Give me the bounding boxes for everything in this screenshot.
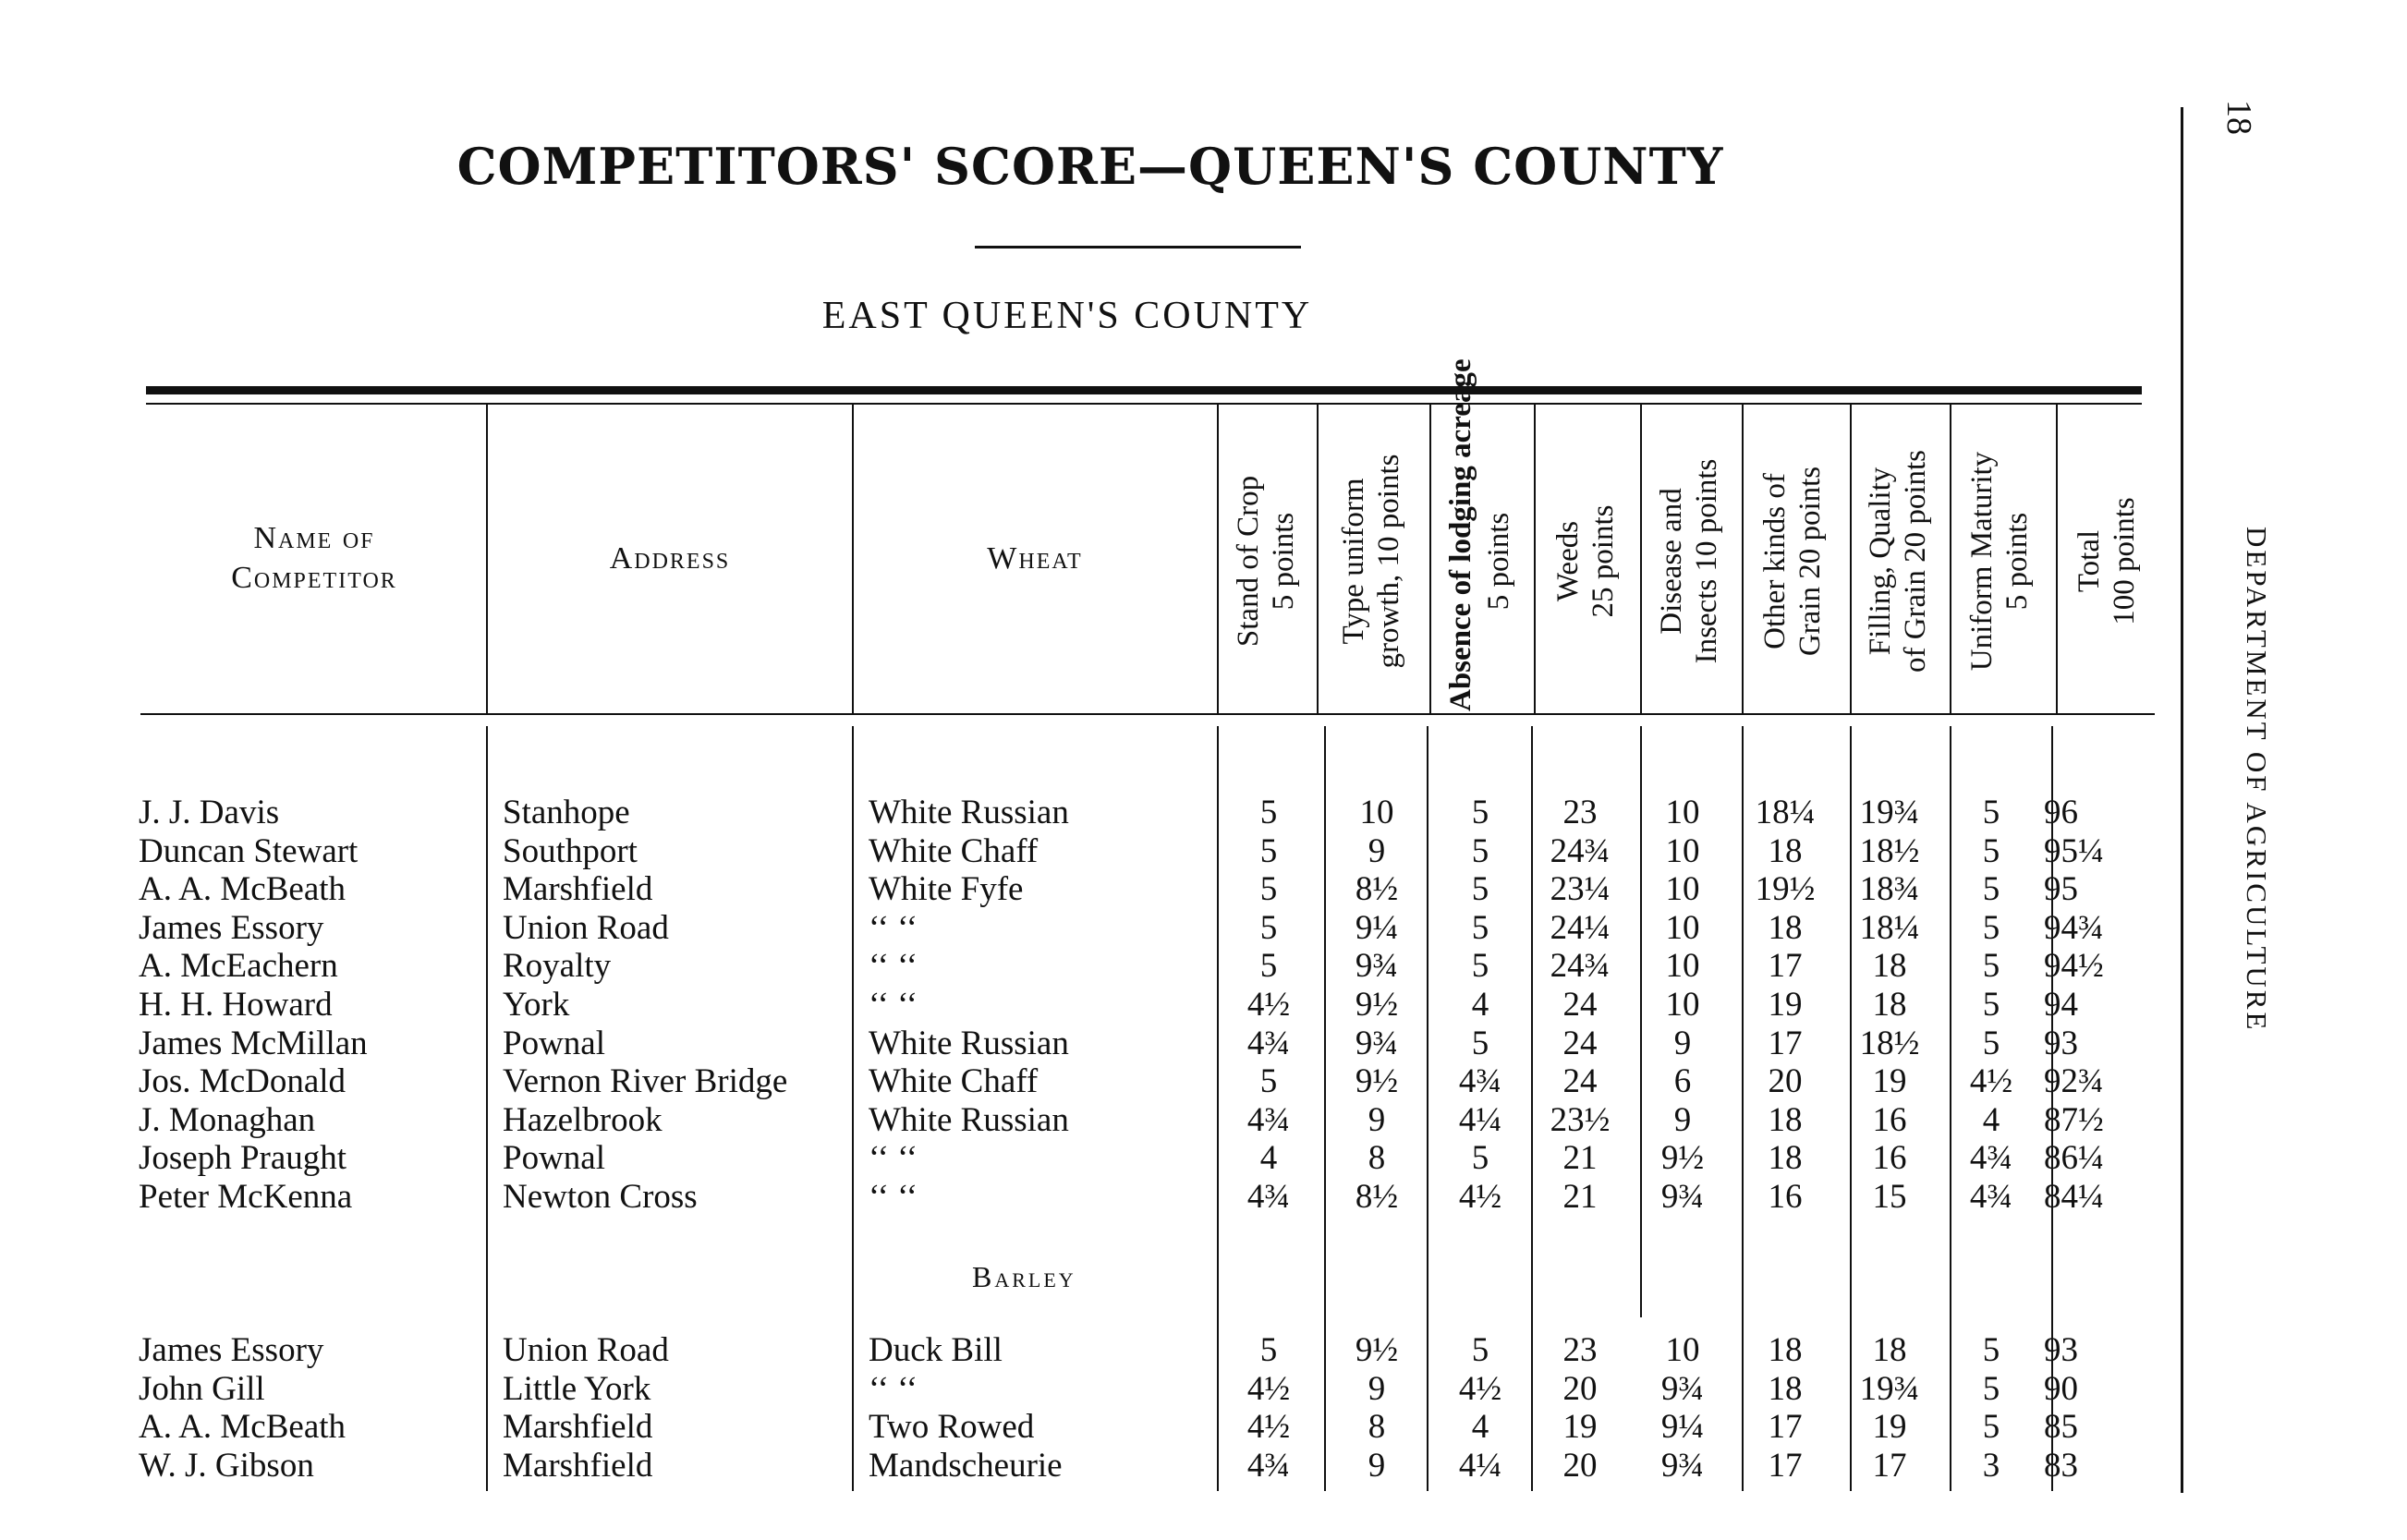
header-bottom-rule <box>140 713 2155 715</box>
type-score: 10 <box>1359 794 1394 831</box>
variety: White Chaff <box>869 1062 1039 1101</box>
variety: White Russian <box>869 1100 1069 1139</box>
header-other-line2: Grain 20 points <box>1793 466 1827 657</box>
header-filling <box>1855 411 1948 711</box>
filling-score: 18½ <box>1859 831 1920 870</box>
weeds-score: 20 <box>1562 1446 1598 1485</box>
type-score: 8½ <box>1355 870 1399 909</box>
weeds-score: 21 <box>1562 1178 1598 1216</box>
maturity-score: 4 <box>1982 1100 2000 1139</box>
title-rule <box>975 246 1301 249</box>
table-row <box>0 1177 2162 1216</box>
maturity-score: 5 <box>1982 831 2000 870</box>
header-lodging-line2: 5 points <box>1482 512 1515 611</box>
header-lodging-line1: Absence of lodging acreage <box>1444 358 1477 711</box>
variety: White Russian <box>869 794 1069 831</box>
table-top-rule <box>146 386 2142 394</box>
address: Royalty <box>503 947 612 986</box>
total-score: 92¾ <box>2044 1062 2104 1101</box>
disease-score: 10 <box>1665 1331 1700 1369</box>
competitor-name: Jos. McDonald <box>139 1062 346 1101</box>
header-maturity-line2: 5 points <box>2000 512 2034 611</box>
filling-score: 17 <box>1872 1446 1907 1485</box>
other-grain-score: 17 <box>1768 1408 1803 1446</box>
table-row <box>0 1330 2162 1369</box>
column-divider <box>486 405 488 713</box>
type-score: 9 <box>1368 1446 1386 1485</box>
stand-score: 4¾ <box>1246 1100 1291 1139</box>
header-weeds-line2: 25 points <box>1586 504 1620 618</box>
other-grain-score: 20 <box>1768 1062 1803 1101</box>
disease-score: 10 <box>1665 908 1700 947</box>
weeds-score: 24 <box>1562 1024 1598 1062</box>
stand-score: 5 <box>1259 831 1278 870</box>
maturity-score: 4¾ <box>1969 1139 2013 1178</box>
lodging-score: 4½ <box>1458 1178 1502 1216</box>
lodging-score: 4¼ <box>1458 1446 1502 1485</box>
address: Vernon River Bridge <box>503 1062 788 1101</box>
weeds-score: 23¼ <box>1550 870 1611 909</box>
weeds-score: 24¾ <box>1550 947 1611 986</box>
stand-score: 4½ <box>1246 1369 1291 1408</box>
maturity-score: 4½ <box>1969 1062 2013 1101</box>
disease-score: 10 <box>1665 986 1700 1024</box>
lodging-score: 4 <box>1471 986 1489 1024</box>
maturity-score: 5 <box>1982 1369 2000 1408</box>
filling-score: 18 <box>1872 1331 1907 1369</box>
competitor-name: Peter McKenna <box>139 1178 353 1216</box>
weeds-score: 19 <box>1562 1408 1598 1446</box>
type-score: 9 <box>1368 1100 1386 1139</box>
filling-score: 15 <box>1872 1178 1907 1216</box>
address: Newton Cross <box>503 1178 698 1216</box>
table-row <box>0 1369 2162 1408</box>
competitor-name: A. McEachern <box>139 947 338 986</box>
barley-section-label: Barley <box>972 1260 1076 1293</box>
address: Union Road <box>503 1331 669 1369</box>
competitor-name: A. A. McBeath <box>139 870 346 909</box>
variety: ‘‘ ‘‘ <box>869 947 918 986</box>
variety: White Russian <box>869 1024 1069 1062</box>
stand-score: 4¾ <box>1246 1024 1291 1062</box>
header-weeds-line1: Weeds <box>1551 520 1585 602</box>
weeds-score: 23½ <box>1550 1100 1611 1139</box>
competitor-name: A. A. McBeath <box>139 1408 346 1446</box>
type-score: 8 <box>1368 1408 1386 1446</box>
section-subtitle: EAST QUEEN'S COUNTY <box>821 295 1313 337</box>
column-divider <box>1429 405 1431 713</box>
table-row <box>0 985 2162 1024</box>
stand-score: 4¾ <box>1246 1178 1291 1216</box>
variety: Duck Bill <box>869 1331 1003 1369</box>
table-row <box>0 793 2162 831</box>
column-divider <box>1950 405 1951 713</box>
variety: ‘‘ ‘‘ <box>869 908 918 947</box>
address: Hazelbrook <box>503 1100 663 1139</box>
column-divider <box>1217 405 1219 713</box>
other-grain-score: 18 <box>1768 1100 1803 1139</box>
header-disease <box>1645 411 1739 711</box>
stand-score: 5 <box>1259 1331 1278 1369</box>
header-maturity-line1: Uniform Maturity <box>1965 451 1999 672</box>
header-total-line1: Total <box>2073 529 2106 593</box>
competitor-name: J. J. Davis <box>139 794 280 831</box>
lodging-score: 5 <box>1471 1331 1489 1369</box>
stand-score: 4½ <box>1246 986 1291 1024</box>
address: Stanhope <box>503 794 630 831</box>
type-score: 8 <box>1368 1139 1386 1178</box>
lodging-score: 5 <box>1471 794 1489 831</box>
weeds-score: 24¾ <box>1550 831 1611 870</box>
column-divider <box>1850 405 1852 713</box>
column-divider <box>2056 405 2058 713</box>
header-lodging <box>1434 358 1531 711</box>
table-row <box>0 1446 2162 1485</box>
disease-score: 9¼ <box>1660 1408 1705 1446</box>
variety: White Chaff <box>869 831 1039 870</box>
filling-score: 18 <box>1872 947 1907 986</box>
lodging-score: 5 <box>1471 831 1489 870</box>
column-divider <box>1534 405 1536 713</box>
total-score: 94¾ <box>2044 908 2104 947</box>
header-weeds <box>1539 411 1636 711</box>
address: Marshfield <box>503 1408 653 1446</box>
address: Marshfield <box>503 1446 653 1485</box>
total-score: 87½ <box>2044 1100 2104 1139</box>
filling-score: 18¼ <box>1859 908 1920 947</box>
header-other-line1: Other kinds of <box>1758 473 1792 649</box>
header-name-line2: Competitor <box>231 560 397 595</box>
total-score: 85 <box>2044 1408 2078 1446</box>
variety: White Fyfe <box>869 870 1024 909</box>
header-stand-line2: 5 points <box>1267 512 1300 611</box>
variety: Mandscheurie <box>869 1446 1063 1485</box>
maturity-score: 4¾ <box>1969 1178 2013 1216</box>
column-divider <box>1742 405 1744 713</box>
lodging-score: 4¼ <box>1458 1100 1502 1139</box>
column-divider <box>1640 405 1642 713</box>
stand-score: 5 <box>1259 908 1278 947</box>
disease-score: 9¾ <box>1660 1446 1705 1485</box>
lodging-score: 5 <box>1471 908 1489 947</box>
type-score: 9½ <box>1355 1062 1399 1101</box>
other-grain-score: 17 <box>1768 1446 1803 1485</box>
other-grain-score: 17 <box>1768 1024 1803 1062</box>
competitor-name: Joseph Praught <box>139 1139 347 1178</box>
total-score: 96 <box>2044 794 2078 831</box>
filling-score: 18½ <box>1859 1024 1920 1062</box>
weeds-score: 23 <box>1562 794 1598 831</box>
other-grain-score: 18 <box>1768 1369 1803 1408</box>
competitor-name: John Gill <box>139 1369 265 1408</box>
header-disease-line1: Disease and <box>1655 488 1688 635</box>
other-grain-score: 18 <box>1768 908 1803 947</box>
header-name <box>157 519 471 598</box>
disease-score: 10 <box>1665 947 1700 986</box>
competitor-name: H. H. Howard <box>139 986 333 1024</box>
lodging-score: 4 <box>1471 1408 1489 1446</box>
other-grain-score: 18 <box>1768 1331 1803 1369</box>
table-top-thin-rule <box>146 403 2142 405</box>
stand-score: 5 <box>1259 870 1278 909</box>
table-row <box>0 831 2162 870</box>
maturity-score: 3 <box>1982 1446 2000 1485</box>
address: Pownal <box>503 1024 605 1062</box>
other-grain-score: 16 <box>1768 1178 1803 1216</box>
type-score: 9¾ <box>1355 947 1399 986</box>
header-name-line1: Name of <box>253 521 375 555</box>
lodging-score: 4½ <box>1458 1369 1502 1408</box>
header-total-line2: 100 points <box>2108 497 2141 625</box>
type-score: 9½ <box>1355 986 1399 1024</box>
stand-score: 5 <box>1259 1062 1278 1101</box>
header-variety: Wheat <box>987 541 1083 576</box>
address: York <box>503 986 570 1024</box>
maturity-score: 5 <box>1982 870 2000 909</box>
competitor-name: James McMillan <box>139 1024 368 1062</box>
type-score: 9½ <box>1355 1331 1399 1369</box>
disease-score: 9¾ <box>1660 1178 1705 1216</box>
table-row <box>0 869 2162 908</box>
variety: ‘‘ ‘‘ <box>869 1139 918 1178</box>
other-grain-score: 17 <box>1768 947 1803 986</box>
address: Pownal <box>503 1139 605 1178</box>
total-score: 86¼ <box>2044 1139 2104 1178</box>
variety: Two Rowed <box>869 1408 1035 1446</box>
lodging-score: 4¾ <box>1458 1062 1502 1101</box>
other-grain-score: 19½ <box>1755 870 1816 909</box>
weeds-score: 24¼ <box>1550 908 1611 947</box>
table-row <box>0 1138 2162 1177</box>
disease-score: 9 <box>1673 1100 1692 1139</box>
lodging-score: 5 <box>1471 870 1489 909</box>
header-type-line1: Type uniform <box>1337 478 1370 645</box>
filling-score: 19 <box>1872 1408 1907 1446</box>
table-row <box>0 1024 2162 1062</box>
maturity-score: 5 <box>1982 1408 2000 1446</box>
competitor-name: J. Monaghan <box>139 1100 316 1139</box>
address: Little York <box>503 1369 651 1408</box>
type-score: 9¼ <box>1355 908 1399 947</box>
address: Union Road <box>503 908 669 947</box>
header-disease-line2: Insects 10 points <box>1690 458 1723 664</box>
weeds-score: 23 <box>1562 1331 1598 1369</box>
lodging-score: 5 <box>1471 1024 1489 1062</box>
total-score: 84¼ <box>2044 1178 2104 1216</box>
type-score: 9 <box>1368 1369 1386 1408</box>
table-row <box>0 1100 2162 1139</box>
running-head: DEPARTMENT OF AGRICULTURE <box>2241 527 2273 1033</box>
disease-score: 9½ <box>1660 1139 1705 1178</box>
total-score: 90 <box>2044 1369 2078 1408</box>
address: Southport <box>503 831 638 870</box>
maturity-score: 5 <box>1982 1331 2000 1369</box>
address: Marshfield <box>503 870 653 909</box>
table-row <box>0 946 2162 985</box>
header-stand-of-crop <box>1222 411 1314 711</box>
type-score: 9 <box>1368 831 1386 870</box>
other-grain-score: 19 <box>1768 986 1803 1024</box>
column-divider <box>852 405 854 713</box>
lodging-score: 5 <box>1471 1139 1489 1178</box>
page-number: 18 <box>2219 100 2258 135</box>
table-row <box>0 908 2162 947</box>
stand-score: 5 <box>1259 947 1278 986</box>
header-filling-line2: of Grain 20 points <box>1899 449 1932 673</box>
header-total <box>2062 411 2155 711</box>
table-row <box>0 1407 2162 1446</box>
lodging-score: 5 <box>1471 947 1489 986</box>
disease-score: 9¾ <box>1660 1369 1705 1408</box>
disease-score: 6 <box>1673 1062 1692 1101</box>
maturity-score: 5 <box>1982 986 2000 1024</box>
disease-score: 10 <box>1665 794 1700 831</box>
column-divider <box>1317 405 1319 713</box>
disease-score: 9 <box>1673 1024 1692 1062</box>
total-score: 93 <box>2044 1024 2078 1062</box>
filling-score: 18¾ <box>1859 870 1920 909</box>
maturity-score: 5 <box>1982 947 2000 986</box>
weeds-score: 21 <box>1562 1139 1598 1178</box>
competitor-name: W. J. Gibson <box>139 1446 314 1485</box>
weeds-score: 20 <box>1562 1369 1598 1408</box>
page-title: COMPETITORS' SCORE—QUEEN'S COUNTY <box>456 137 1724 196</box>
header-filling-line1: Filling, Quality <box>1864 467 1897 656</box>
other-grain-score: 18¼ <box>1755 794 1816 831</box>
other-grain-score: 18 <box>1768 831 1803 870</box>
total-score: 95¼ <box>2044 831 2104 870</box>
total-score: 94 <box>2044 986 2078 1024</box>
stand-score: 4¾ <box>1246 1446 1291 1485</box>
total-score: 93 <box>2044 1331 2078 1369</box>
header-address: Address <box>609 541 731 576</box>
header-other-grain <box>1748 411 1846 711</box>
header-type-line2: growth, 10 points <box>1372 454 1405 669</box>
competitor-name: James Essory <box>139 908 324 947</box>
total-score: 94½ <box>2044 947 2104 986</box>
header-type-uniform <box>1327 411 1427 711</box>
table-row <box>0 1061 2162 1100</box>
header-stand-line1: Stand of Crop <box>1232 475 1265 648</box>
filling-score: 19¾ <box>1859 794 1920 831</box>
other-grain-score: 18 <box>1768 1139 1803 1178</box>
competitor-name: James Essory <box>139 1331 324 1369</box>
stand-score: 4½ <box>1246 1408 1291 1446</box>
filling-score: 19¾ <box>1859 1369 1920 1408</box>
filling-score: 19 <box>1872 1062 1907 1101</box>
filling-score: 18 <box>1872 986 1907 1024</box>
header-maturity <box>1955 411 2051 711</box>
filling-score: 16 <box>1872 1100 1907 1139</box>
variety: ‘‘ ‘‘ <box>869 1178 918 1216</box>
stand-score: 4 <box>1259 1139 1278 1178</box>
weeds-score: 24 <box>1562 1062 1598 1101</box>
maturity-score: 5 <box>1982 1024 2000 1062</box>
variety: ‘‘ ‘‘ <box>869 1369 918 1408</box>
page-right-border <box>2181 107 2183 1493</box>
filling-score: 16 <box>1872 1139 1907 1178</box>
competitor-name: Duncan Stewart <box>139 831 359 870</box>
stand-score: 5 <box>1259 794 1278 831</box>
disease-score: 10 <box>1665 870 1700 909</box>
maturity-score: 5 <box>1982 908 2000 947</box>
disease-score: 10 <box>1665 831 1700 870</box>
total-score: 95 <box>2044 870 2078 909</box>
variety: ‘‘ ‘‘ <box>869 986 918 1024</box>
maturity-score: 5 <box>1982 794 2000 831</box>
type-score: 9¾ <box>1355 1024 1399 1062</box>
total-score: 83 <box>2044 1446 2078 1485</box>
weeds-score: 24 <box>1562 986 1598 1024</box>
type-score: 8½ <box>1355 1178 1399 1216</box>
